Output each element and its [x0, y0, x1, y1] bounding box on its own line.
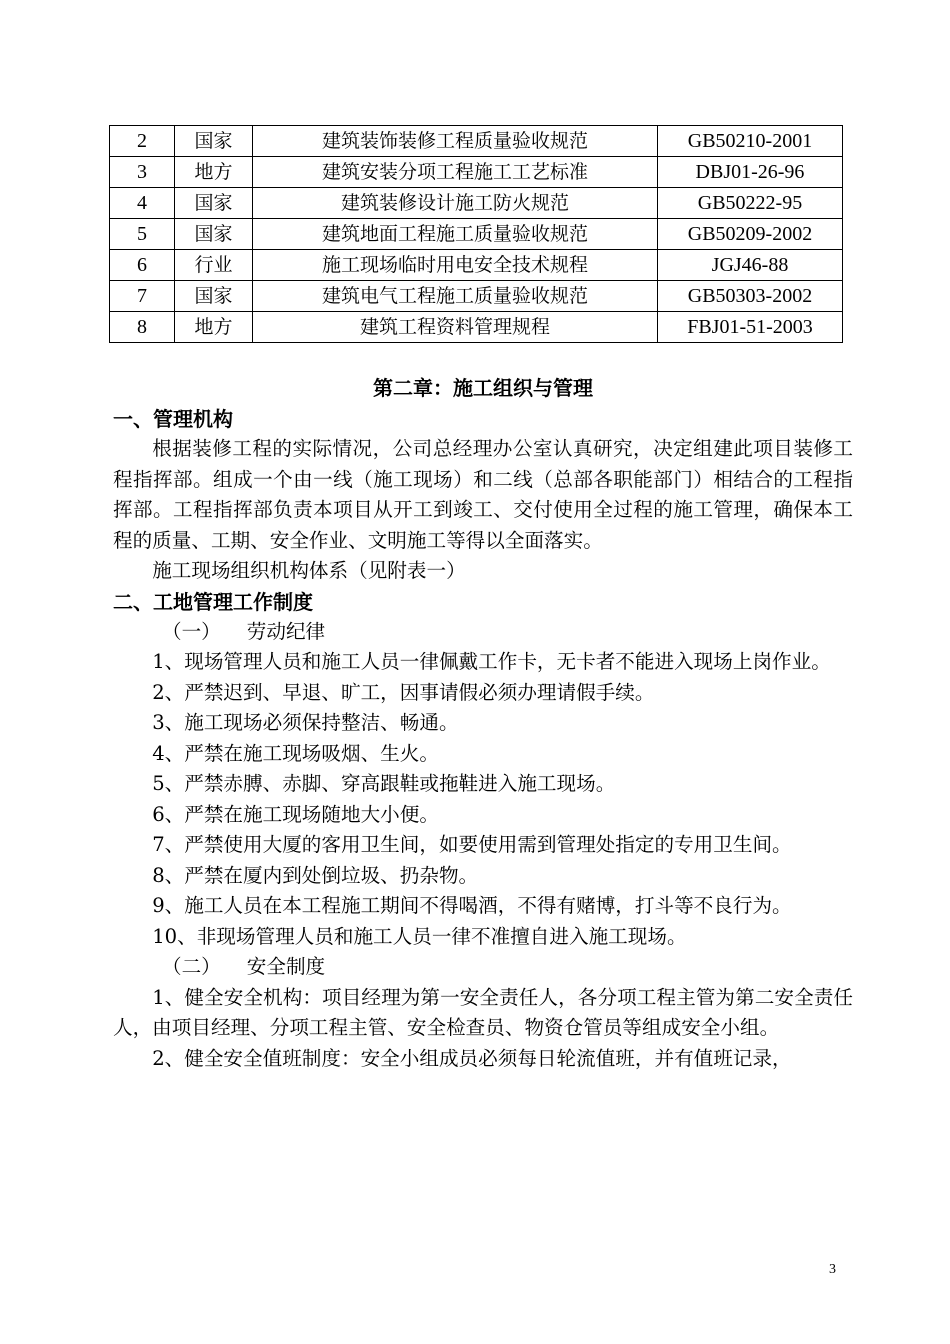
- list-item: 5、严禁赤膊、赤脚、穿高跟鞋或拖鞋进入施工现场。: [152, 772, 616, 795]
- list-item: 3、施工现场必须保持整洁、畅通。: [152, 711, 459, 734]
- row-number: 7: [110, 281, 175, 312]
- table-row: [110, 312, 843, 343]
- table-row: [110, 219, 843, 250]
- row-number: 6: [110, 250, 175, 281]
- standard-level: 地方: [175, 312, 253, 343]
- standard-name: 建筑工程资料管理规程: [253, 312, 658, 343]
- chapter-title: 第二章：施工组织与管理: [373, 376, 593, 400]
- subsection-heading-safety: [113, 952, 853, 983]
- table-row: [110, 250, 843, 281]
- list-item: 6、严禁在施工现场随地大小便。: [152, 802, 439, 826]
- standard-level: 国家: [175, 281, 253, 312]
- list-item: 1、现场管理人员和施工人员一律佩戴工作卡，无卡者不能进入现场上岗作业。: [152, 650, 831, 673]
- standard-code: GB50209-2002: [658, 219, 843, 250]
- standard-code: GB50222-95: [658, 188, 843, 219]
- subsection-number: （二）: [162, 955, 221, 978]
- standard-name: 建筑装饰装修工程质量验收规范: [253, 126, 658, 157]
- standard-level: 地方: [175, 157, 253, 188]
- list-item: 1、健全安全机构：项目经理为第一安全责任人，各分项工程主管为第二安全责任人，由项目经理、分项工程主管、安全检查员、物资仓管员等组成安全小组。: [113, 985, 853, 1039]
- row-number: 3: [110, 157, 175, 188]
- list-item: 10、非现场管理人员和施工人员一律不准擅自进入施工现场。: [152, 924, 687, 948]
- page-number: 3: [829, 1262, 836, 1277]
- standard-code: JGJ46-88: [658, 250, 843, 281]
- list-item: 2、严禁迟到、早退、旷工，因事请假必须办理请假手续。: [152, 680, 655, 704]
- section-heading-management: 一、管理机构: [113, 407, 233, 431]
- table-row: [110, 157, 843, 188]
- paragraph-org-chart-ref: 施工现场组织机构体系（见附表一）: [152, 559, 466, 582]
- subsection-title: 安全制度: [246, 955, 326, 978]
- row-number: 5: [110, 219, 175, 250]
- standard-level: 国家: [175, 219, 253, 250]
- standard-name: 建筑电气工程施工质量验收规范: [253, 281, 658, 312]
- standard-name: 建筑地面工程施工质量验收规范: [253, 219, 658, 250]
- list-item: 2、健全安全值班制度：安全小组成员必须每日轮流值班，并有值班记录，: [152, 1046, 792, 1070]
- standard-code: DBJ01-26-96: [658, 157, 843, 188]
- standard-level: 国家: [175, 188, 253, 219]
- standard-code: GB50210-2001: [658, 126, 843, 157]
- standard-code: GB50303-2002: [658, 281, 843, 312]
- list-item: 4、严禁在施工现场吸烟、生火。: [152, 741, 439, 765]
- table-row: [110, 281, 843, 312]
- table-row: [110, 126, 843, 157]
- row-number: 4: [110, 188, 175, 219]
- subsection-number: （一）: [162, 619, 221, 643]
- section-heading-site-rules: 二、工地管理工作制度: [113, 589, 313, 614]
- row-number: 8: [110, 312, 175, 343]
- paragraph-management: 根据装修工程的实际情况，公司总经理办公室认真研究，决定组建此项目装修工程指挥部。组成一个由一线（施工现场）和二线（总部各职能部门）相结合的工程指挥部。工程指挥部负责本项目从开工到竣工、交付使用全过程的施工管理，确保本工程的质量、工期、安全作业、文明施工等得以全面落实。: [113, 437, 853, 552]
- standard-code: FBJ01-51-2003: [658, 312, 843, 343]
- standards-table: [109, 125, 843, 343]
- standard-name: 建筑装修设计施工防火规范: [253, 188, 658, 219]
- standard-level: 国家: [175, 126, 253, 157]
- subsection-title: 劳动纪律: [246, 619, 326, 643]
- list-item: 8、严禁在厦内到处倒垃圾、扔杂物。: [152, 863, 479, 887]
- document-body: [113, 372, 853, 1074]
- standard-name: 建筑安装分项工程施工工艺标准: [253, 157, 658, 188]
- standard-name: 施工现场临时用电安全技术规程: [253, 250, 658, 281]
- list-item: 7、严禁使用大厦的客用卫生间，如要使用需到管理处指定的专用卫生间。: [152, 833, 792, 856]
- standard-level: 行业: [175, 250, 253, 281]
- list-item: 9、施工人员在本工程施工期间不得喝酒，不得有赌博，打斗等不良行为。: [152, 894, 792, 917]
- row-number: 2: [110, 126, 175, 157]
- subsection-heading-labor: [113, 617, 853, 648]
- table-row: [110, 188, 843, 219]
